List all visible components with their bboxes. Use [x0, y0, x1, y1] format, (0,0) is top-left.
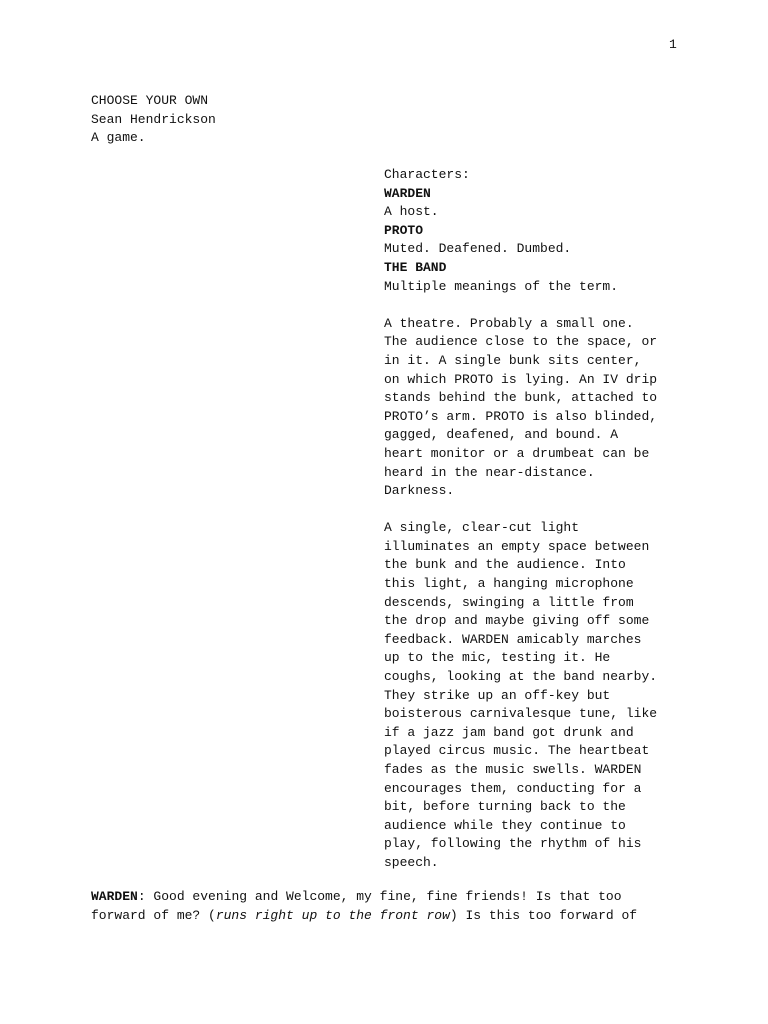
action-line: encourages them, conducting for a	[384, 780, 642, 796]
action-line: descends, swinging a little from	[384, 594, 634, 610]
characters-heading: Characters:	[384, 167, 470, 182]
action-line: They strike up an off-key but	[384, 687, 611, 703]
action-line: bit, before turning back to the	[384, 799, 626, 815]
action-line: coughs, looking at the band nearby.	[384, 669, 658, 685]
character-description: A host.	[384, 204, 439, 220]
action-line: speech.	[384, 854, 439, 870]
parenthetical-direction: runs right up to the front row	[215, 907, 450, 923]
action-line: the bunk and the audience. Into	[384, 557, 626, 573]
action-line: this light, a hanging microphone	[384, 576, 634, 592]
dialogue-line	[91, 907, 691, 926]
dialogue-text: ) Is this too forward of	[449, 907, 638, 923]
action-line: feedback. WARDEN amicably marches	[384, 631, 642, 647]
character-description: Multiple meanings of the term.	[384, 278, 619, 294]
character-name: THE BAND	[384, 259, 447, 275]
dialogue-text: forward of me? (	[91, 907, 216, 923]
dialogue-text: Good evening and Welcome, my fine, fine friends! Is that too	[145, 889, 622, 904]
action-line: the drop and maybe giving off some	[384, 613, 650, 629]
script-title: CHOOSE YOUR OWN	[91, 93, 209, 108]
action-paragraph	[384, 519, 684, 872]
dialogue-block	[91, 888, 691, 925]
setting-paragraph	[384, 315, 684, 501]
action-line: fades as the music swells. WARDEN	[384, 762, 642, 777]
setting-line: Darkness.	[384, 483, 455, 499]
script-subtitle: A game.	[91, 130, 146, 146]
setting-line: in it. A single bunk sits center,	[384, 352, 642, 368]
setting-line: gagged, deafened, and bound. A	[384, 427, 619, 443]
dialogue-line	[91, 888, 691, 907]
action-line: if a jazz jam band got drunk and	[384, 724, 634, 740]
setting-line: heart monitor or a drumbeat can be	[384, 445, 650, 461]
action-line: A single, clear-cut light	[384, 520, 580, 536]
setting-line: PROTO’s arm. PROTO is also blinded,	[384, 408, 658, 424]
title-block	[91, 92, 216, 148]
character-name: PROTO	[384, 222, 424, 238]
action-line: up to the mic, testing it. He	[384, 650, 611, 666]
setting-line: A theatre. Probably a small one.	[384, 315, 634, 331]
action-line: played circus music. The heartbeat	[384, 743, 650, 759]
setting-line: on which PROTO is lying. An IV drip	[384, 371, 658, 387]
character-name: WARDEN	[384, 185, 431, 201]
action-line: play, following the rhythm of his	[384, 836, 642, 852]
author-name: Sean Hendrickson	[91, 111, 216, 127]
stage-directions-column	[384, 166, 684, 873]
action-line: boisterous carnivalesque tune, like	[384, 706, 658, 722]
speaker-name: WARDEN	[91, 889, 138, 904]
character-description: Muted. Deafened. Dumbed.	[384, 241, 572, 257]
setting-line: heard in the near-distance.	[384, 464, 595, 480]
paragraph-gap	[384, 501, 684, 520]
page-number: 1	[669, 37, 677, 52]
setting-line: stands behind the bunk, attached to	[384, 390, 658, 406]
paragraph-gap	[384, 296, 684, 315]
speaker-colon: :	[137, 889, 146, 904]
action-line: audience while they continue to	[384, 817, 626, 833]
setting-line: The audience close to the space, or	[384, 334, 658, 350]
action-line: illuminates an empty space between	[384, 538, 650, 554]
